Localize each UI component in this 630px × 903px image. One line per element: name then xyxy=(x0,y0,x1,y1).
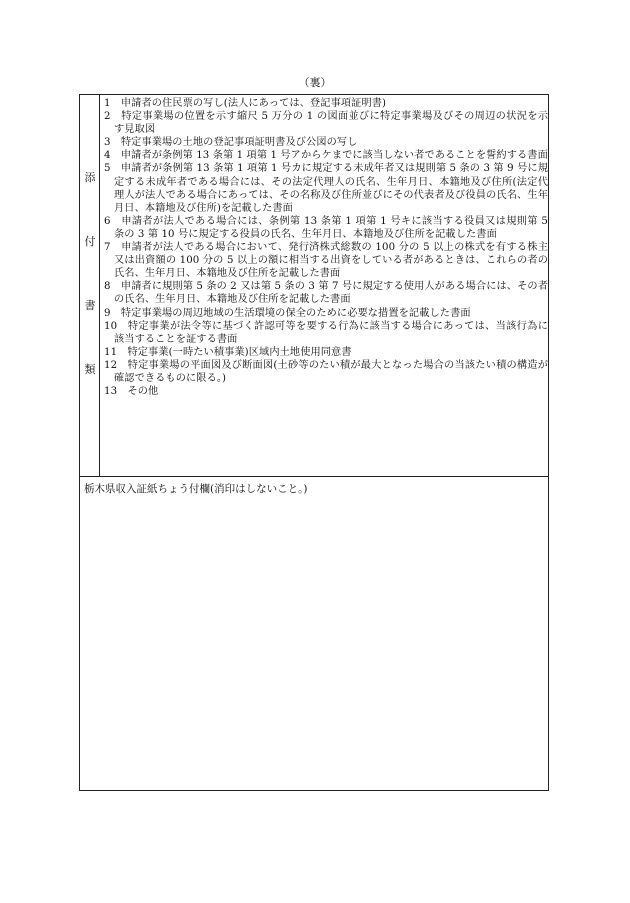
attachment-item: 11 特定事業(一時たい積事業)区域内土地使用同意書 xyxy=(104,346,352,358)
attachment-item: 2 特定事業場の位置を示す縮尺 5 万分の 1 の図面並びに特定事業場及びその周辺の状況を示す見取図 xyxy=(104,111,548,136)
attachments-list xyxy=(104,97,548,398)
side-label-char: 書 xyxy=(84,299,96,312)
attachment-item: 3 特定事業場の土地の登記事項証明書及び公図の写し xyxy=(104,137,358,149)
attachment-item: 8 申請者に規則第 5 条の 2 又は第 5 条の 3 第 7 号に規定する使用人がある場合には、その者の氏名、生年月日、本籍地及び住所を記載した書面 xyxy=(104,281,548,306)
attachment-item: 5 申請者が条例第 13 条第 1 項第 1 号カに規定する未成年者又は規則第 5 条の 3 第 9 号に規定する未成年者である場合には、その法定代理人の氏名、生年月日、本籍地及び住所(法定代理人が法人である場合にあっては、その名称及び住所並びにその代表者及び役員の氏名、生年月日、本籍地及び住所)を記載した書面 xyxy=(104,163,548,214)
side-label-char: 類 xyxy=(84,363,96,376)
page-side-label: （裏） xyxy=(298,76,332,89)
attachment-item: 6 申請者が法人である場合には、条例第 13 条第 1 項第 1 号キに該当する役員又は規則第 5 条の 3 第 10 号に規定する役員の氏名、生年月日、本籍地及び住所を記載した書面 xyxy=(104,215,548,240)
side-label-char: 付 xyxy=(84,235,96,248)
attachment-item: 1 申請者の住民票の写し(法人にあっては、登記事項証明書) xyxy=(104,98,387,109)
attachment-item: 10 特定事業が法令等に基づく許認可等を要する行為に該当する場合にあっては、当該行為に該当することを証する書面 xyxy=(104,320,548,345)
attachment-item: 4 申請者が条例第 13 条第 1 項第 1 号アからケまでに該当しない者であることを誓約する書面 xyxy=(104,150,548,162)
attachment-item: 12 特定事業場の平面図及び断面図(土砂等のたい積が最大となった場合の当該たい積の構造が確認できるものに限る。) xyxy=(104,359,548,384)
attachments-section xyxy=(80,95,548,477)
revenue-stamp-field xyxy=(80,477,548,790)
attachments-side-label xyxy=(80,95,100,476)
attachment-item: 13 その他 xyxy=(104,386,159,398)
revenue-stamp-label: 栃木県収入証紙ちょう付欄(消印はしないこと。) xyxy=(84,483,308,495)
attachment-item: 9 特定事業場の周辺地域の生活環境の保全のために必要な措置を記載した書面 xyxy=(104,307,471,319)
side-label-char: 添 xyxy=(84,171,96,184)
attachment-item: 7 申請者が法人である場合において、発行済株式総数の 100 分の 5 以上の株式を有する株主又は出資額の 100 分の 5 以上の額に相当する出資をしている者があるときは、これらの者の氏名、生年月日、本籍地及び住所を記載した書面 xyxy=(104,242,548,280)
form-table xyxy=(79,94,549,791)
